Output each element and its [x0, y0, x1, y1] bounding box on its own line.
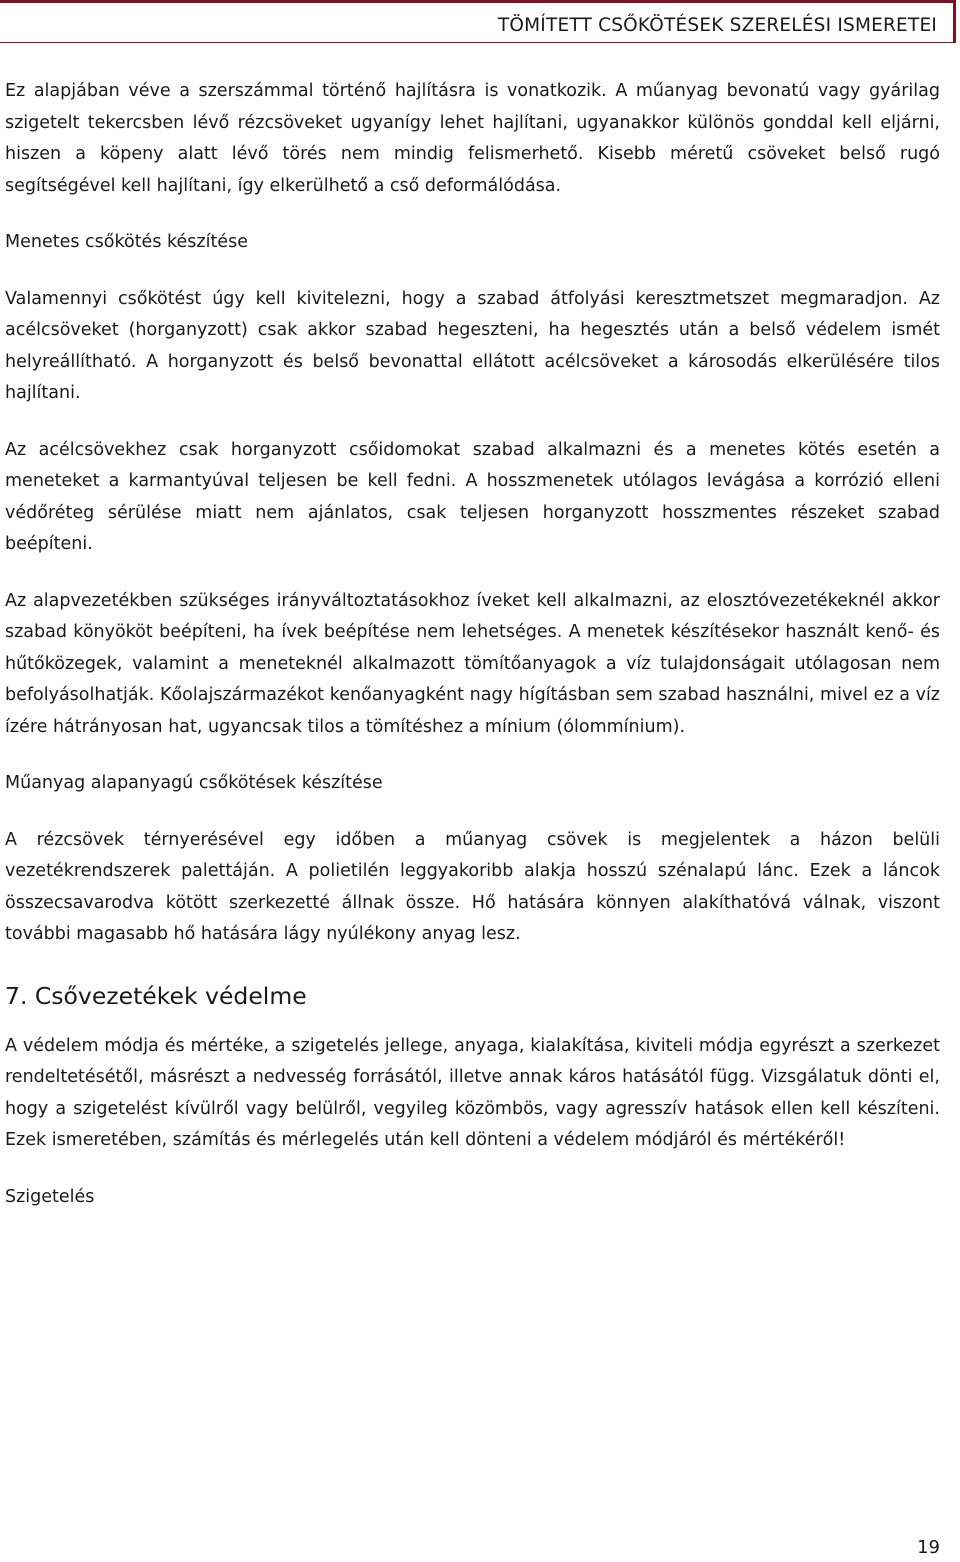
- page-number: 19: [917, 1537, 940, 1558]
- heading-section-7: 7. Csővezetékek védelme: [5, 981, 307, 1010]
- heading-insulation: Szigetelés: [5, 1186, 95, 1207]
- page-content: [5, 76, 940, 1213]
- heading-plastic-joints: Műanyag alapanyagú csőkötések készítése: [5, 773, 383, 793]
- header-title: TÖMÍTETT CSŐKÖTÉSEK SZERELÉSI ISMERETEI: [497, 15, 937, 36]
- heading-threaded-joint: Menetes csőkötés készítése: [5, 232, 248, 252]
- paragraph-plastic-pipes: A rézcsövek térnyerésével egy időben a műanyag csövek is megjelentek a házon belüli vezetékrendszerek palettáján. A polietilén leggyakoribb alakja hosszú szénalapú lánc. Ezek a láncok összecsavarodva kötött szerkezetté állnak össze. Hő hatására könnyen alakíthatóvá válnak, viszont további magasabb hő hatására lágy nyúlékony anyag lesz.: [5, 829, 940, 944]
- paragraph-protection: A védelem módja és mértéke, a szigetelés jellege, anyaga, kialakítása, kiviteli módja egyrészt a szerkezet rendeltetésétől, másrészt a nedvesség forrásától, illetve annak káros hatásától függ. Vizsgálatuk dönti el, hogy a szigetelést kívülről vagy belülről, vegyileg közömbös, vagy agresszív hatások ellen kell készíteni. Ezek ismeretében, számítás és mérlegelés után kell dönteni a védelem módjáról és mértékéről!: [5, 1035, 940, 1150]
- page-header: [0, 0, 956, 43]
- paragraph-bending: Ez alapjában véve a szerszámmal történő hajlításra is vonatkozik. A műanyag bevonatú vagy gyárilag szigetelt tekercsben lévő rézcsöveket ugyanígy lehet hajlítani, ugyanakkor különös gonddal kell eljárni, hiszen a köpeny alatt lévő törés nem mindig felismerhető. Kisebb méretű csöveket belső rugó segítségével kell hajlítani, így elkerülhető a cső deformálódása.: [5, 81, 940, 196]
- paragraph-threaded-joint: Valamennyi csőkötést úgy kell kivitelezni, hogy a szabad átfolyási keresztmetszet megmaradjon. Az acélcsöveket (horganyzott) csak akkor szabad hegeszteni, ha hegesztés után a belső védelem ismét helyreállítható. A horganyzott és belső bevonattal ellátott acélcsöveket a károsodás elkerülésére tilos hajlítani.: [5, 288, 940, 403]
- paragraph-bends: Az alapvezetékben szükséges irányváltoztatásokhoz íveket kell alkalmazni, az elosztóvezetékeknél akkor szabad könyököt beépíteni, ha ívek beépítése nem lehetséges. A menetek készítésekor használt kenő- és hűtőközegek, valamint a meneteknél alkalmazott tömítőanyagok a víz tulajdonságait utólagosan nem befolyásolhatják. Kőolajszármazékot kenőanyagként nagy hígításban sem szabad használni, mivel ez a víz ízére hátrányosan hat, ugyancsak tilos a tömítéshez a mínium (ólommínium).: [5, 590, 940, 737]
- paragraph-galvanized-fittings: Az acélcsövekhez csak horganyzott csőidomokat szabad alkalmazni és a menetes kötés esetén a meneteket a karmantyúval teljesen be kell fedni. A hosszmenetek utólagos levágása a korrózió elleni védőréteg sérülése miatt nem ajánlatos, csak teljesen horganyzott hosszmentes részeket szabad beépíteni.: [5, 439, 940, 554]
